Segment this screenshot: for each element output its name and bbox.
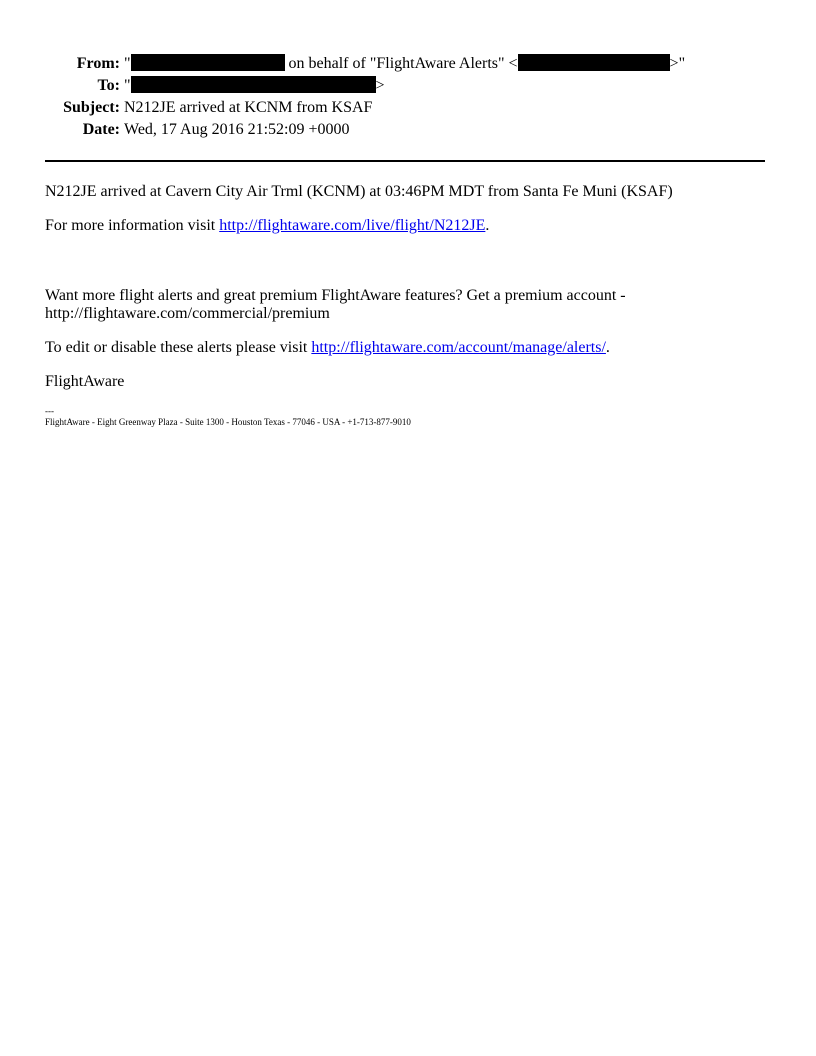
redacted-sender-name	[131, 54, 285, 71]
subject-label: Subject:	[63, 99, 120, 116]
from-quote-open: "	[124, 55, 131, 72]
edit-prefix: To edit or disable these alerts please visit	[45, 339, 312, 356]
premium-line-1: Want more flight alerts and great premium FlightAware features? Get a premium account -	[45, 287, 626, 304]
info-suffix: .	[485, 217, 490, 234]
signature-paragraph	[45, 373, 765, 391]
to-quote-open: "	[124, 77, 131, 94]
redacted-sender-email	[518, 54, 670, 71]
to-end-text: >	[375, 77, 385, 94]
edit-suffix: .	[605, 339, 610, 356]
subject-row	[45, 97, 685, 119]
footer-address: FlightAware - Eight Greenway Plaza - Suite 1300 - Houston Texas - 77046 - USA - +1-713-877-9010	[45, 417, 411, 427]
footer	[45, 406, 411, 428]
info-prefix: For more information visit	[45, 217, 220, 234]
subject-value: N212JE arrived at KCNM from KSAF	[124, 99, 373, 116]
header-divider	[45, 160, 765, 162]
date-row	[45, 119, 685, 141]
edit-alerts-paragraph	[45, 339, 765, 357]
email-header	[45, 53, 685, 141]
arrival-line: N212JE arrived at Cavern City Air Trml (KCNM) at 03:46PM MDT from Santa Fe Muni (KSAF)	[45, 183, 673, 200]
from-end-text: >"	[669, 55, 686, 72]
from-middle-text: on behalf of "FlightAware Alerts" <	[284, 55, 518, 72]
info-paragraph	[45, 217, 765, 235]
arrival-paragraph	[45, 183, 765, 201]
to-row	[45, 75, 685, 97]
to-value	[124, 75, 685, 97]
from-label: From:	[76, 55, 120, 72]
redacted-recipient	[131, 76, 376, 93]
from-row	[45, 53, 685, 75]
date-label: Date:	[82, 121, 120, 138]
to-label: To:	[97, 77, 120, 94]
premium-line-2: http://flightaware.com/commercial/premium	[45, 305, 330, 322]
flight-info-link[interactable]: http://flightaware.com/live/flight/N212JE	[219, 217, 486, 234]
premium-paragraph	[45, 287, 765, 323]
from-value	[124, 53, 685, 75]
signature: FlightAware	[45, 373, 125, 390]
manage-alerts-link[interactable]: http://flightaware.com/account/manage/alerts/	[311, 339, 606, 356]
date-value: Wed, 17 Aug 2016 21:52:09 +0000	[124, 121, 350, 138]
footer-separator: ---	[45, 406, 54, 416]
